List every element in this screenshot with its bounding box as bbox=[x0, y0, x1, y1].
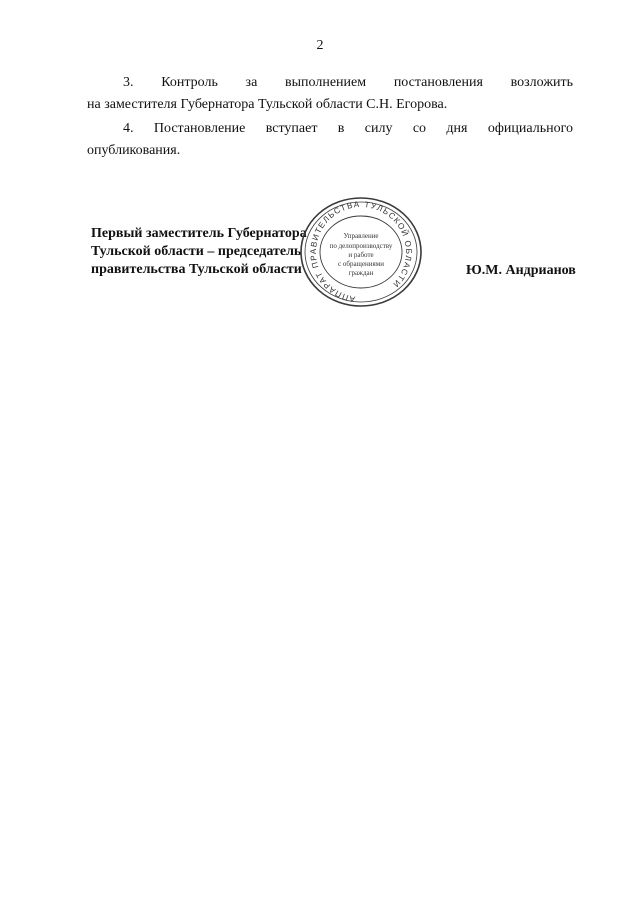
signer-position-line: Тульской области – председатель bbox=[91, 244, 302, 259]
signer-position bbox=[91, 225, 307, 279]
word: дня bbox=[446, 121, 468, 136]
paragraph-3-first-line bbox=[87, 72, 573, 94]
word: силу bbox=[364, 121, 393, 136]
word: возложить bbox=[510, 75, 573, 90]
paragraph-4-second-line: опубликования. bbox=[87, 143, 181, 158]
word: вступает bbox=[265, 121, 318, 136]
word: за bbox=[245, 75, 258, 90]
word: постановления bbox=[393, 75, 483, 90]
seal-center-line: с обращениями bbox=[338, 260, 384, 268]
word: 4. bbox=[123, 121, 134, 136]
paragraph-4 bbox=[87, 118, 573, 162]
seal-center-line: по делопроизводству bbox=[329, 242, 393, 250]
paragraph-3-second-line: на заместителя Губернатора Тульской области С.Н. Егорова. bbox=[87, 97, 448, 112]
word: выполнением bbox=[285, 75, 367, 90]
word: официального bbox=[487, 121, 573, 136]
page-number: 2 bbox=[316, 38, 324, 53]
word: Контроль bbox=[161, 75, 218, 90]
word: 3. bbox=[123, 75, 134, 90]
seal-center-line: и работе bbox=[348, 251, 374, 259]
official-seal bbox=[298, 196, 424, 312]
word: в bbox=[337, 121, 345, 136]
seal-ring-text: АППАРАТ ПРАВИТЕЛЬСТВА ТУЛЬСКОЙ ОБЛАСТИ bbox=[308, 199, 414, 304]
seal-center-line: граждан bbox=[348, 269, 374, 277]
seal-center-line: Управление bbox=[343, 232, 379, 240]
signer-position-line: правительства Тульской области bbox=[91, 262, 302, 277]
seal-center-text bbox=[330, 232, 393, 277]
paragraph-3 bbox=[87, 72, 573, 116]
signer-position-line: Первый заместитель Губернатора bbox=[91, 226, 307, 241]
signer-name: Ю.М. Андрианов bbox=[466, 263, 576, 278]
paragraph-4-first-line bbox=[87, 118, 573, 140]
word: Постановление bbox=[153, 121, 246, 136]
word: со bbox=[412, 121, 427, 136]
